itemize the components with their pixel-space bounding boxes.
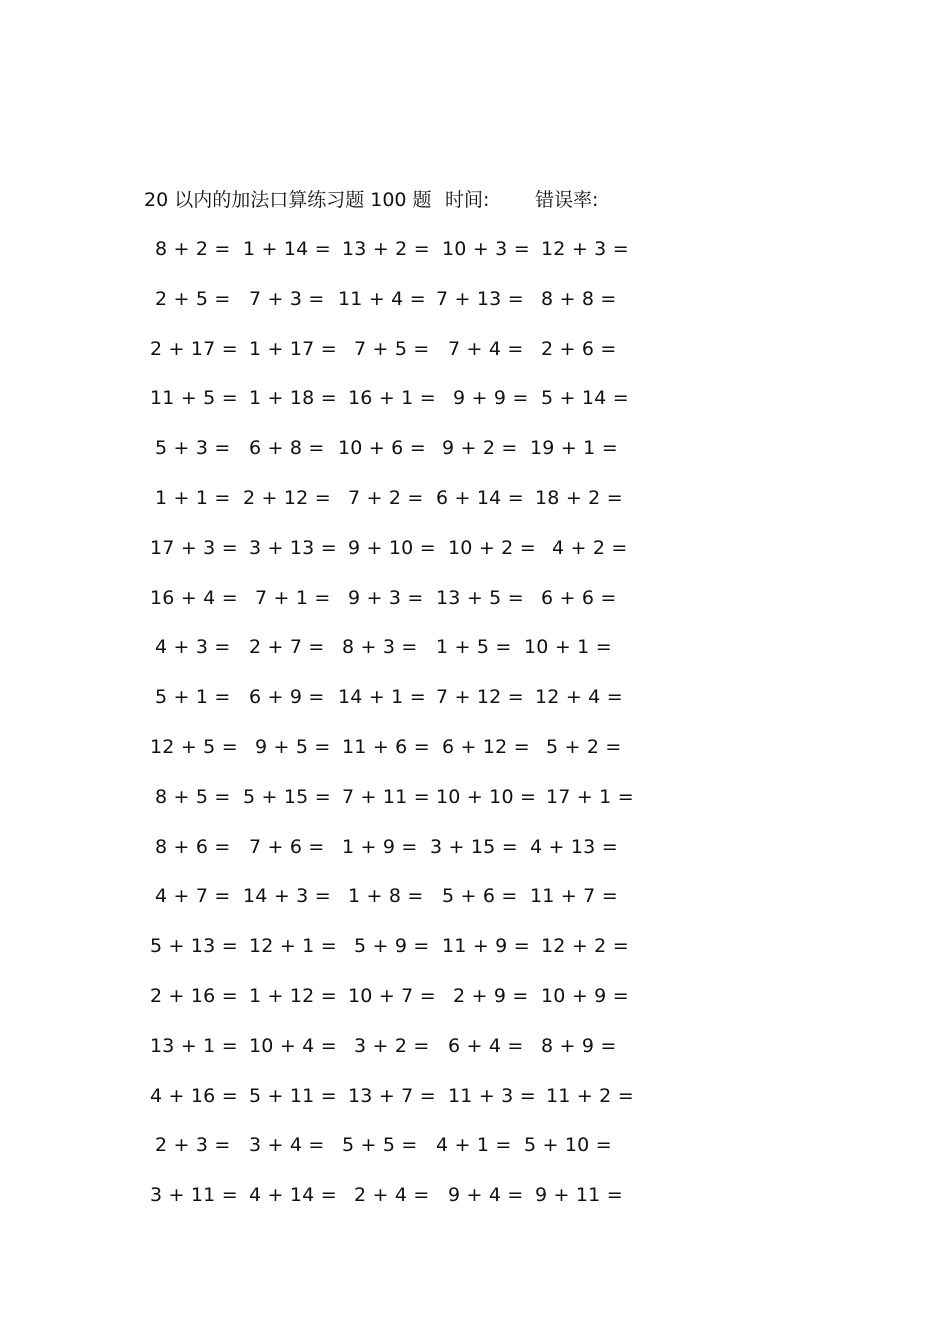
addition-problem: 5 + 15 = xyxy=(243,785,331,808)
addition-problem: 12 + 1 = xyxy=(249,935,337,958)
addition-problem: 3 + 15 = xyxy=(430,835,518,858)
problem-row xyxy=(0,881,950,911)
addition-problem: 1 + 12 = xyxy=(249,985,337,1007)
addition-problem: 2 + 7 = xyxy=(249,636,325,659)
addition-problem: 19 + 1 = xyxy=(530,437,618,460)
addition-problem: 18 + 2 = xyxy=(535,487,623,509)
addition-problem: 11 + 6 = xyxy=(342,736,430,758)
addition-problem: 1 + 18 = xyxy=(249,387,337,410)
time-label: 时间: xyxy=(445,189,490,211)
problem-row xyxy=(0,981,950,1011)
addition-problem: 4 + 14 = xyxy=(249,1184,337,1207)
addition-problem: 5 + 1 = xyxy=(155,686,231,709)
addition-problem: 8 + 9 = xyxy=(541,1034,617,1057)
addition-problem: 5 + 13 = xyxy=(150,935,238,958)
addition-problem: 13 + 5 = xyxy=(436,586,524,609)
addition-problem: 5 + 11 = xyxy=(249,1084,337,1107)
addition-problem: 3 + 2 = xyxy=(354,1034,430,1057)
addition-problem: 4 + 3 = xyxy=(155,636,231,659)
addition-problem: 17 + 1 = xyxy=(546,785,634,808)
addition-problem: 11 + 4 = xyxy=(338,287,426,310)
addition-problem: 6 + 12 = xyxy=(442,736,530,758)
addition-problem: 5 + 5 = xyxy=(342,1134,418,1157)
addition-problem: 7 + 6 = xyxy=(249,835,325,858)
addition-problem: 5 + 6 = xyxy=(442,885,518,908)
addition-problem: 10 + 1 = xyxy=(524,636,612,659)
addition-problem: 2 + 6 = xyxy=(541,337,617,360)
addition-problem: 8 + 3 = xyxy=(342,636,418,659)
problem-row xyxy=(0,234,950,264)
addition-problem: 13 + 1 = xyxy=(150,1034,238,1057)
problem-row xyxy=(0,533,950,563)
addition-problem: 3 + 11 = xyxy=(150,1184,238,1207)
addition-problem: 13 + 2 = xyxy=(342,238,430,260)
problem-row xyxy=(0,433,950,463)
addition-problem: 10 + 7 = xyxy=(348,985,436,1007)
addition-problem: 10 + 9 = xyxy=(541,985,629,1007)
addition-problem: 12 + 4 = xyxy=(535,686,623,709)
addition-problem: 5 + 10 = xyxy=(524,1134,612,1157)
problem-row xyxy=(0,284,950,314)
addition-problem: 8 + 2 = xyxy=(155,238,231,260)
worksheet-title: 20 以内的加法口算练习题 100 题 xyxy=(144,189,432,211)
addition-problem: 9 + 5 = xyxy=(255,736,331,758)
addition-problem: 16 + 1 = xyxy=(348,387,436,410)
addition-problem: 9 + 10 = xyxy=(348,536,436,559)
addition-problem: 4 + 7 = xyxy=(155,885,231,908)
addition-problem: 6 + 6 = xyxy=(541,586,617,609)
problem-row xyxy=(0,632,950,662)
addition-problem: 2 + 17 = xyxy=(150,337,238,360)
problem-row xyxy=(0,931,950,961)
addition-problem: 1 + 9 = xyxy=(342,835,418,858)
addition-problem: 1 + 8 = xyxy=(348,885,424,908)
addition-problem: 7 + 3 = xyxy=(249,287,325,310)
addition-problem: 2 + 16 = xyxy=(150,985,238,1007)
problem-row xyxy=(0,732,950,762)
addition-problem: 1 + 5 = xyxy=(436,636,512,659)
addition-problem: 5 + 14 = xyxy=(541,387,629,410)
addition-problem: 7 + 1 = xyxy=(255,586,331,609)
addition-problem: 6 + 9 = xyxy=(249,686,325,709)
addition-problem: 9 + 9 = xyxy=(453,387,529,410)
problem-row xyxy=(0,583,950,613)
addition-problem: 8 + 5 = xyxy=(155,785,231,808)
problem-row xyxy=(0,682,950,712)
problem-row xyxy=(0,832,950,862)
problem-row xyxy=(0,1130,950,1160)
addition-problem: 7 + 13 = xyxy=(436,287,524,310)
addition-problem: 7 + 11 = xyxy=(342,785,430,808)
addition-problem: 10 + 10 = xyxy=(436,785,537,808)
addition-problem: 2 + 9 = xyxy=(453,985,529,1007)
addition-problem: 2 + 4 = xyxy=(354,1184,430,1207)
addition-problem: 11 + 3 = xyxy=(448,1084,536,1107)
addition-problem: 16 + 4 = xyxy=(150,586,238,609)
addition-problem: 5 + 2 = xyxy=(546,736,622,758)
problem-row xyxy=(0,1180,950,1210)
addition-problem: 1 + 14 = xyxy=(243,238,331,260)
addition-problem: 12 + 2 = xyxy=(541,935,629,958)
addition-problem: 9 + 4 = xyxy=(448,1184,524,1207)
addition-problem: 1 + 1 = xyxy=(155,487,231,509)
addition-problem: 7 + 2 = xyxy=(348,487,424,509)
addition-problem: 9 + 2 = xyxy=(442,437,518,460)
error-rate-label: 错误率: xyxy=(535,189,599,211)
addition-problem: 3 + 4 = xyxy=(249,1134,325,1157)
addition-problem: 6 + 4 = xyxy=(448,1034,524,1057)
addition-problem: 5 + 3 = xyxy=(155,437,231,460)
problem-row xyxy=(0,782,950,812)
addition-problem: 4 + 13 = xyxy=(530,835,618,858)
addition-problem: 11 + 2 = xyxy=(546,1084,634,1107)
addition-problem: 11 + 9 = xyxy=(442,935,530,958)
addition-problem: 14 + 1 = xyxy=(338,686,426,709)
problem-row xyxy=(0,383,950,413)
problem-row xyxy=(0,1081,950,1111)
addition-problem: 8 + 6 = xyxy=(155,835,231,858)
addition-problem: 2 + 3 = xyxy=(155,1134,231,1157)
addition-problem: 8 + 8 = xyxy=(541,287,617,310)
addition-problem: 11 + 7 = xyxy=(530,885,618,908)
addition-problem: 7 + 12 = xyxy=(436,686,524,709)
addition-problem: 7 + 4 = xyxy=(448,337,524,360)
addition-problem: 1 + 17 = xyxy=(249,337,337,360)
addition-problem: 3 + 13 = xyxy=(249,536,337,559)
addition-problem: 6 + 8 = xyxy=(249,437,325,460)
addition-problem: 11 + 5 = xyxy=(150,387,238,410)
addition-problem: 17 + 3 = xyxy=(150,536,238,559)
addition-problem: 5 + 9 = xyxy=(354,935,430,958)
addition-problem: 6 + 14 = xyxy=(436,487,524,509)
addition-problem: 14 + 3 = xyxy=(243,885,331,908)
addition-problem: 10 + 2 = xyxy=(448,536,536,559)
addition-problem: 9 + 3 = xyxy=(348,586,424,609)
addition-problem: 10 + 4 = xyxy=(249,1034,337,1057)
problem-row xyxy=(0,334,950,364)
addition-problem: 13 + 7 = xyxy=(348,1084,436,1107)
addition-problem: 12 + 3 = xyxy=(541,238,629,260)
addition-problem: 10 + 6 = xyxy=(338,437,426,460)
problem-row xyxy=(0,483,950,513)
addition-problem: 4 + 16 = xyxy=(150,1084,238,1107)
addition-problem: 9 + 11 = xyxy=(535,1184,623,1207)
addition-problem: 7 + 5 = xyxy=(354,337,430,360)
addition-problem: 4 + 2 = xyxy=(552,536,628,559)
addition-problem: 2 + 12 = xyxy=(243,487,331,509)
addition-problem: 4 + 1 = xyxy=(436,1134,512,1157)
addition-problem: 10 + 3 = xyxy=(442,238,530,260)
addition-problem: 2 + 5 = xyxy=(155,287,231,310)
problem-row xyxy=(0,1031,950,1061)
addition-problem: 12 + 5 = xyxy=(150,736,238,758)
